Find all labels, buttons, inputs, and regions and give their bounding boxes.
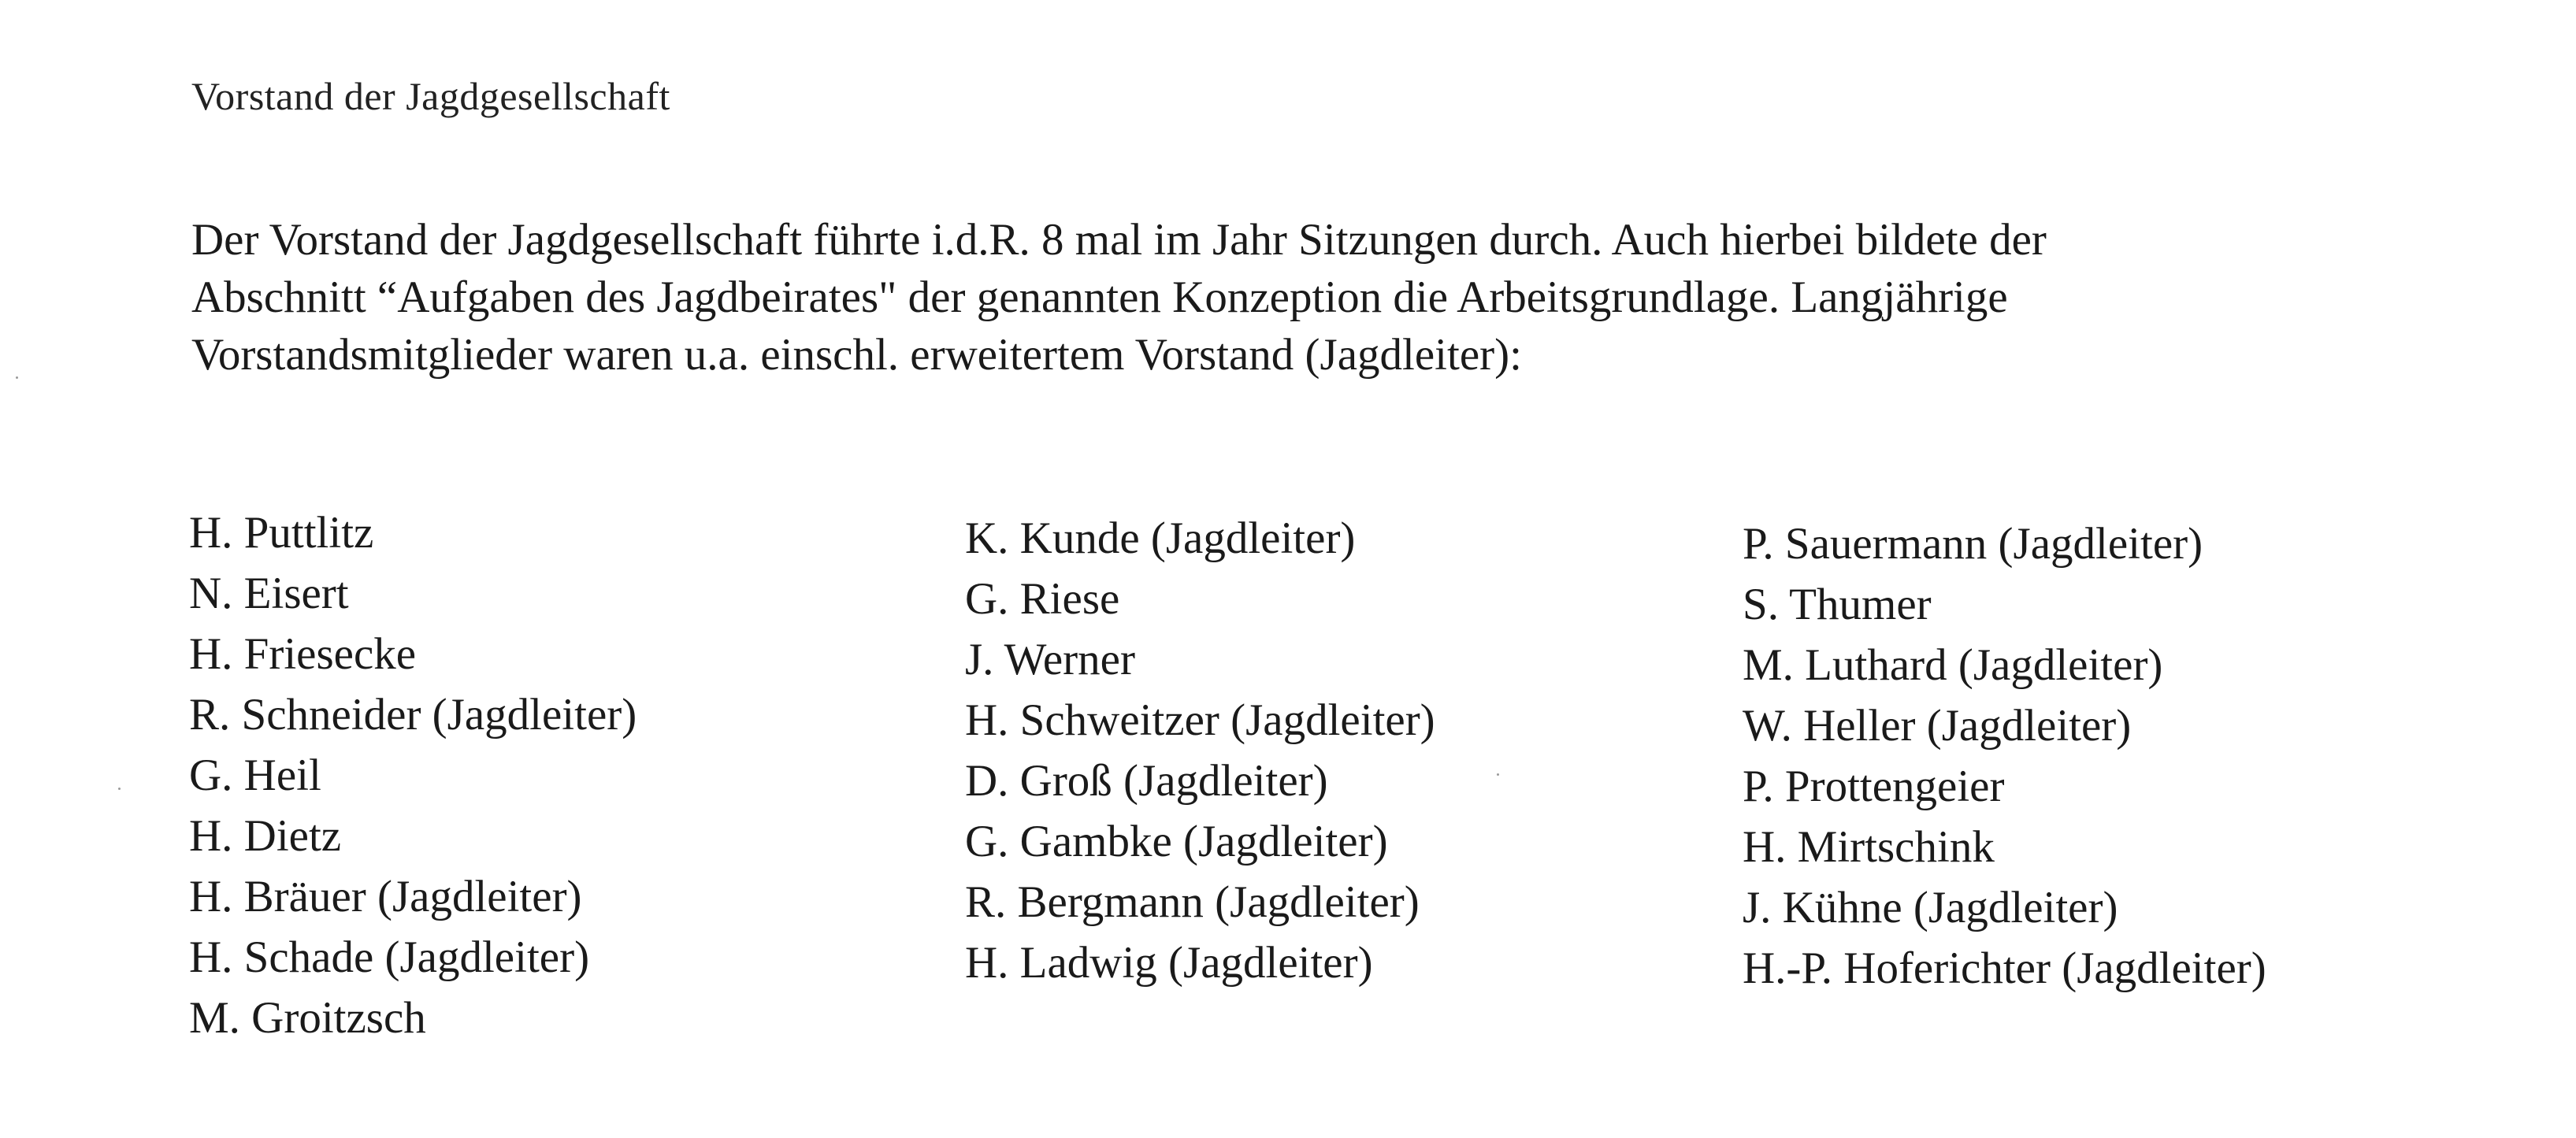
member-name: N. Eisert: [189, 569, 349, 618]
member-name: H. Ladwig (Jagdleiter): [965, 938, 1373, 988]
member-list-column-3: [1743, 513, 2266, 999]
paragraph-line: Der Vorstand der Jagdgesellschaft führte i.d.R. 8 mal im Jahr Sitzungen durch. Auch hierbei bildete der: [191, 215, 2047, 265]
member-name: M. Groitzsch: [189, 993, 426, 1043]
member-name: H.-P. Hoferichter (Jagdleiter): [1743, 943, 2266, 993]
paragraph-line: Vorstandsmitglieder waren u.a. einschl. erweitertem Vorstand (Jagdleiter):: [191, 330, 1522, 380]
member-name: H. Friesecke: [189, 629, 417, 679]
member-name: H. Schweitzer (Jagdleiter): [965, 695, 1435, 745]
member-name: R. Bergmann (Jagdleiter): [965, 877, 1420, 927]
member-list-column-1: [189, 502, 637, 1048]
member-name: H. Bräuer (Jagdleiter): [189, 872, 582, 921]
scan-speck: [1497, 773, 1499, 776]
member-name: H. Puttlitz: [189, 508, 374, 558]
member-name: S. Thumer: [1743, 580, 1932, 629]
member-name: J. Werner: [965, 635, 1135, 684]
member-name: G. Riese: [965, 574, 1120, 624]
member-name: W. Heller (Jagdleiter): [1743, 701, 2132, 751]
member-name: M. Luthard (Jagdleiter): [1743, 640, 2163, 690]
intro-paragraph: [191, 211, 2476, 384]
member-name: D. Groß (Jagdleiter): [965, 756, 1328, 806]
document-heading: Vorstand der Jagdgesellschaft: [191, 74, 670, 118]
scan-speck: [16, 376, 18, 379]
paragraph-line: Abschnitt “Aufgaben des Jagdbeirates" der genannten Konzeption die Arbeitsgrundlage. Langjährige: [191, 272, 2008, 322]
member-name: R. Schneider (Jagdleiter): [189, 690, 637, 740]
member-name: G. Heil: [189, 751, 321, 800]
member-name: H. Schade (Jagdleiter): [189, 932, 590, 982]
member-name: P. Prottengeier: [1743, 762, 2005, 811]
member-name: K. Kunde (Jagdleiter): [965, 513, 1356, 563]
member-name: J. Kühne (Jagdleiter): [1743, 883, 2118, 932]
member-name: G. Gambke (Jagdleiter): [965, 817, 1388, 866]
member-name: H. Dietz: [189, 811, 342, 861]
member-name: P. Sauermann (Jagdleiter): [1743, 519, 2203, 569]
scan-speck: [118, 788, 121, 790]
member-list-column-2: [965, 508, 1435, 993]
member-name: H. Mirtschink: [1743, 822, 1995, 872]
